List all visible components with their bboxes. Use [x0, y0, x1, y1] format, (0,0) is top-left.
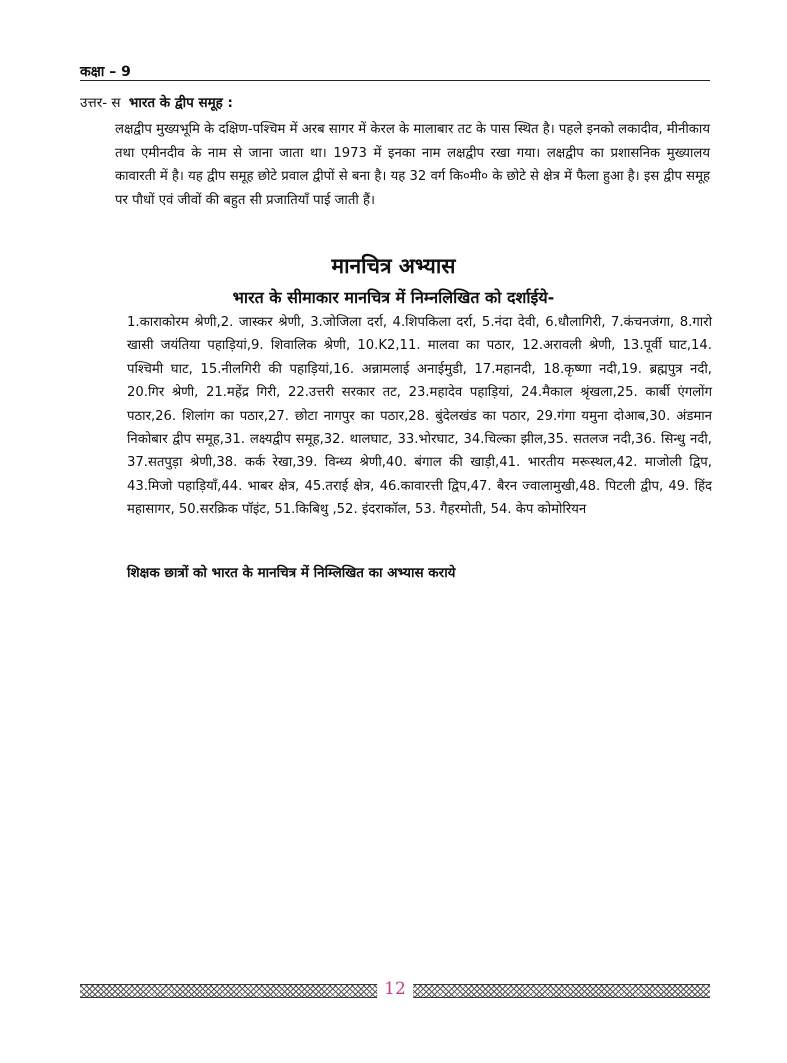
- page-number: 12: [377, 978, 413, 1000]
- map-section-subtitle: भारत के सीमाकार मानचित्र में निम्नलिखित को दर्शाईये-: [232, 288, 555, 307]
- page-footer: [80, 980, 710, 1000]
- teacher-note: शिक्षक छात्रों को भारत के मानचित्र में निम्लिखित का अभ्यास कराये: [127, 565, 456, 581]
- answer-prefix: उत्तर- स: [80, 95, 121, 111]
- map-section-title: मानचित्र अभ्यास: [331, 254, 456, 278]
- answer-title: भारत के द्वीप समूह :: [128, 95, 233, 111]
- class-label: कक्षा – 9: [80, 64, 131, 80]
- answer-paragraph: लक्षद्वीप मुख्यभूमि के दक्षिण-पश्चिम में अरब सागर में केरल के मालाबार तट के पास स्थित है। पहले इनको लकादीव, मीनीकाय तथा एमीनदीव के नाम से जाना जाता था। 1973 में इनका नाम लक्षद्वीप रखा गया। लक्षद्वीप का प्रशासनिक मुख्यालय कावारती में है। यह द्वीप समूह छोटे प्रवाल द्वीपों से बना है। यह 32 वर्ग कि०मी० के छोटे से क्षेत्र में फैला हुआ है। इस द्वीप समूह पर पौधों एवं जीवों की बहुत सी प्रजातियाँ पाई जाती हैं।: [115, 122, 710, 208]
- header-rule: [80, 80, 710, 81]
- answer-heading: [80, 93, 233, 111]
- map-items-list: 1.काराकोरम श्रेणी,2. जास्कर श्रेणी, 3.जोजिला दर्रा, 4.शिपकिला दर्रा, 5.नंदा देवी, 6.धौलागिरी, 7.कंचनजंगा, 8.गारो खासी जयंतिया पहाड़ियां,9. शिवालिक श्रेणी, 10.K2,11. मालवा का पठार, 12.अरावली श्रेणी, 13.पूर्वी घाट,14. पश्चिमी घाट, 15.नीलगिरी की पहाड़ियां,16. अन्नामलाई अनाईमुडी, 17.महानदी, 18.कृष्णा नदी,19. ब्रह्मपुत्र नदी, 20.गिर श्रेणी, 21.महेंद्र गिरी, 22.उत्तरी सरकार तट, 23.महादेव पहाड़ियां, 24.मैकाल श्रृंखला,25. कार्बी एंगलोंग पठार,26. शिलांग का पठार,27. छोटा नागपुर का पठार,28. बुंदेलखंड का पठार, 29.गंगा यमुना दोआब,30. अंडमान निकोबार द्वीप समूह,31. लक्ष्यद्वीप समूह,32. थालघाट, 33.भोरघाट, 34.चिल्का झील,35. सतलज नदी,36. सिन्धु नदी, 37.सतपुड़ा श्रेणी,38. कर्क रेखा,39. विन्ध्य श्रेणी,40. बंगाल की खाड़ी,41. भारतीय मरूस्थल,42. माजोली द्विप, 43.मिजो पहाड़ियाँ,44. भाबर क्षेत्र, 45.तराई क्षेत्र, 46.कावारत्ती द्विप,47. बैरन ज्वालामुखी,48. पिटली द्वीप, 49. हिंद महासागर, 50.सरक्रिक पॉइंट, 51.किबिथु ,52. इंदराकॉल, 53. गैहरमोती, 54. केप कोमोरियन: [127, 315, 712, 518]
